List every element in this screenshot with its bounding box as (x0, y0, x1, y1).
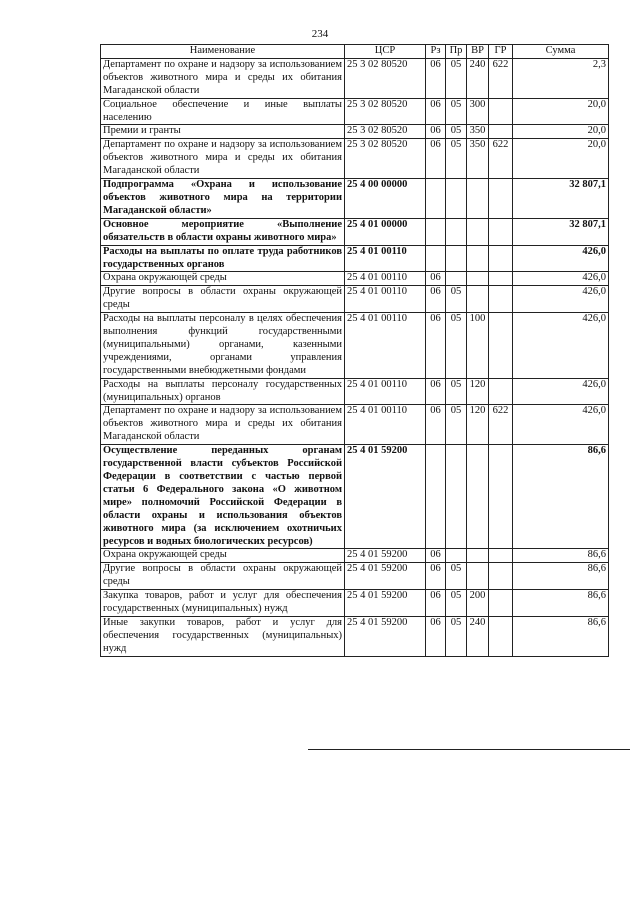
table-row (101, 286, 609, 313)
row-vr (467, 245, 489, 272)
table-row (101, 616, 609, 656)
row-gr (489, 549, 513, 563)
table-header-row (101, 45, 609, 59)
row-csr: 25 4 01 59200 (345, 549, 426, 563)
row-rz: 06 (426, 125, 446, 139)
row-rz: 06 (426, 549, 446, 563)
row-sum: 426,0 (513, 378, 609, 405)
row-vr (467, 179, 489, 219)
table-row (101, 179, 609, 219)
row-gr (489, 272, 513, 286)
row-pr: 05 (446, 616, 467, 656)
row-rz: 06 (426, 58, 446, 98)
header-gr: ГР (489, 45, 513, 59)
row-sum: 426,0 (513, 245, 609, 272)
table-row (101, 313, 609, 379)
row-name: Другие вопросы в области охраны окружающей среды (101, 563, 345, 590)
table-body (101, 58, 609, 656)
row-pr: 05 (446, 58, 467, 98)
row-csr: 25 4 01 00110 (345, 286, 426, 313)
row-gr (489, 125, 513, 139)
row-rz: 06 (426, 98, 446, 125)
row-pr: 05 (446, 98, 467, 125)
row-rz (426, 179, 446, 219)
row-vr (467, 549, 489, 563)
row-gr: 622 (489, 405, 513, 445)
row-vr (467, 563, 489, 590)
row-name: Подпрограмма «Охрана и использование объектов животного мира на территории Магаданской области» (101, 179, 345, 219)
row-sum: 426,0 (513, 286, 609, 313)
row-vr: 120 (467, 405, 489, 445)
row-sum: 2,3 (513, 58, 609, 98)
row-csr: 25 4 01 00110 (345, 313, 426, 379)
row-pr: 05 (446, 378, 467, 405)
row-vr (467, 218, 489, 245)
row-pr (446, 218, 467, 245)
row-vr: 300 (467, 98, 489, 125)
row-csr: 25 4 01 59200 (345, 616, 426, 656)
header-sum: Сумма (513, 45, 609, 59)
row-vr (467, 445, 489, 549)
row-vr: 240 (467, 616, 489, 656)
row-name: Департамент по охране и надзору за использованием объектов животного мира и среды их обитания Магаданской области (101, 58, 345, 98)
row-vr: 350 (467, 125, 489, 139)
row-vr (467, 286, 489, 313)
row-rz: 06 (426, 405, 446, 445)
row-pr: 05 (446, 313, 467, 379)
row-name: Расходы на выплаты по оплате труда работников государственных органов (101, 245, 345, 272)
row-pr: 05 (446, 139, 467, 179)
row-csr: 25 3 02 80520 (345, 139, 426, 179)
row-pr: 05 (446, 125, 467, 139)
row-rz: 06 (426, 378, 446, 405)
header-pr: Пр (446, 45, 467, 59)
row-gr (489, 378, 513, 405)
row-csr: 25 3 02 80520 (345, 98, 426, 125)
row-sum: 426,0 (513, 272, 609, 286)
table-row (101, 378, 609, 405)
budget-table (100, 44, 609, 657)
row-name: Расходы на выплаты персоналу государственных (муниципальных) органов (101, 378, 345, 405)
row-pr (446, 272, 467, 286)
row-csr: 25 3 02 80520 (345, 58, 426, 98)
table-row (101, 125, 609, 139)
row-gr (489, 563, 513, 590)
row-name: Основное мероприятие «Выполнение обязательств в области охраны животного мира» (101, 218, 345, 245)
row-pr (446, 245, 467, 272)
row-pr (446, 445, 467, 549)
row-sum: 426,0 (513, 313, 609, 379)
row-csr: 25 4 01 00110 (345, 245, 426, 272)
row-name: Другие вопросы в области охраны окружающей среды (101, 286, 345, 313)
row-pr: 05 (446, 590, 467, 617)
table-row (101, 139, 609, 179)
row-csr: 25 4 01 00110 (345, 405, 426, 445)
row-pr: 05 (446, 563, 467, 590)
row-rz: 06 (426, 590, 446, 617)
table-row (101, 218, 609, 245)
row-rz: 06 (426, 616, 446, 656)
row-pr: 05 (446, 405, 467, 445)
row-name: Департамент по охране и надзору за использованием объектов животного мира и среды их обитания Магаданской области (101, 139, 345, 179)
row-gr (489, 590, 513, 617)
row-csr: 25 4 01 00110 (345, 272, 426, 286)
row-vr: 200 (467, 590, 489, 617)
row-sum: 86,6 (513, 549, 609, 563)
row-rz: 06 (426, 272, 446, 286)
row-vr: 100 (467, 313, 489, 379)
row-csr: 25 4 01 59200 (345, 590, 426, 617)
header-csr: ЦСР (345, 45, 426, 59)
row-sum: 32 807,1 (513, 218, 609, 245)
row-pr (446, 549, 467, 563)
row-sum: 86,6 (513, 590, 609, 617)
row-vr: 120 (467, 378, 489, 405)
header-rz: Рз (426, 45, 446, 59)
row-csr: 25 4 01 59200 (345, 563, 426, 590)
page-number: 234 (311, 28, 329, 40)
table-row (101, 272, 609, 286)
row-name: Социальное обеспечение и иные выплаты населению (101, 98, 345, 125)
row-rz: 06 (426, 563, 446, 590)
row-gr (489, 313, 513, 379)
row-name: Премии и гранты (101, 125, 345, 139)
row-csr: 25 4 01 00000 (345, 218, 426, 245)
row-rz (426, 218, 446, 245)
row-name: Охрана окружающей среды (101, 549, 345, 563)
row-name: Расходы на выплаты персоналу в целях обеспечения выполнения функций государственными (муниципальными) органами, казенными учреждениями, органами управления государственными внебюджетными фондами (101, 313, 345, 379)
row-rz: 06 (426, 313, 446, 379)
row-name: Закупка товаров, работ и услуг для обеспечения государственных (муниципальных) нужд (101, 590, 345, 617)
row-pr (446, 179, 467, 219)
table-row (101, 245, 609, 272)
row-vr: 350 (467, 139, 489, 179)
footer-divider (308, 749, 630, 750)
table-row (101, 98, 609, 125)
row-gr (489, 218, 513, 245)
table-row (101, 445, 609, 549)
table-row (101, 58, 609, 98)
row-vr: 240 (467, 58, 489, 98)
row-csr: 25 3 02 80520 (345, 125, 426, 139)
row-gr: 622 (489, 58, 513, 98)
row-sum: 86,6 (513, 616, 609, 656)
row-sum: 20,0 (513, 139, 609, 179)
row-sum: 426,0 (513, 405, 609, 445)
row-gr (489, 245, 513, 272)
row-name: Осуществление переданных органам государственной власти субъектов Российской Федерации в соответствии с частью первой статьи 6 Федерального закона «О животном мире» полномочий Российской Федерации в области охраны и использования объектов животного мира (за исключением охотничьих ресурсов и водных биологических ресурсов) (101, 445, 345, 549)
table-row (101, 549, 609, 563)
row-csr: 25 4 01 59200 (345, 445, 426, 549)
row-rz (426, 245, 446, 272)
row-sum: 86,6 (513, 445, 609, 549)
header-vr: ВР (467, 45, 489, 59)
row-name: Охрана окружающей среды (101, 272, 345, 286)
row-gr (489, 98, 513, 125)
row-vr (467, 272, 489, 286)
row-name: Иные закупки товаров, работ и услуг для обеспечения государственных (муниципальных) нужд (101, 616, 345, 656)
row-rz: 06 (426, 286, 446, 313)
header-name: Наименование (101, 45, 345, 59)
row-rz (426, 445, 446, 549)
row-sum: 20,0 (513, 98, 609, 125)
row-gr: 622 (489, 139, 513, 179)
row-sum: 86,6 (513, 563, 609, 590)
row-sum: 20,0 (513, 125, 609, 139)
row-rz: 06 (426, 139, 446, 179)
row-gr (489, 179, 513, 219)
row-gr (489, 286, 513, 313)
row-gr (489, 616, 513, 656)
table-row (101, 563, 609, 590)
table-row (101, 405, 609, 445)
row-csr: 25 4 01 00110 (345, 378, 426, 405)
row-csr: 25 4 00 00000 (345, 179, 426, 219)
row-gr (489, 445, 513, 549)
row-pr: 05 (446, 286, 467, 313)
table-row (101, 590, 609, 617)
row-name: Департамент по охране и надзору за использованием объектов животного мира и среды их обитания Магаданской области (101, 405, 345, 445)
row-sum: 32 807,1 (513, 179, 609, 219)
